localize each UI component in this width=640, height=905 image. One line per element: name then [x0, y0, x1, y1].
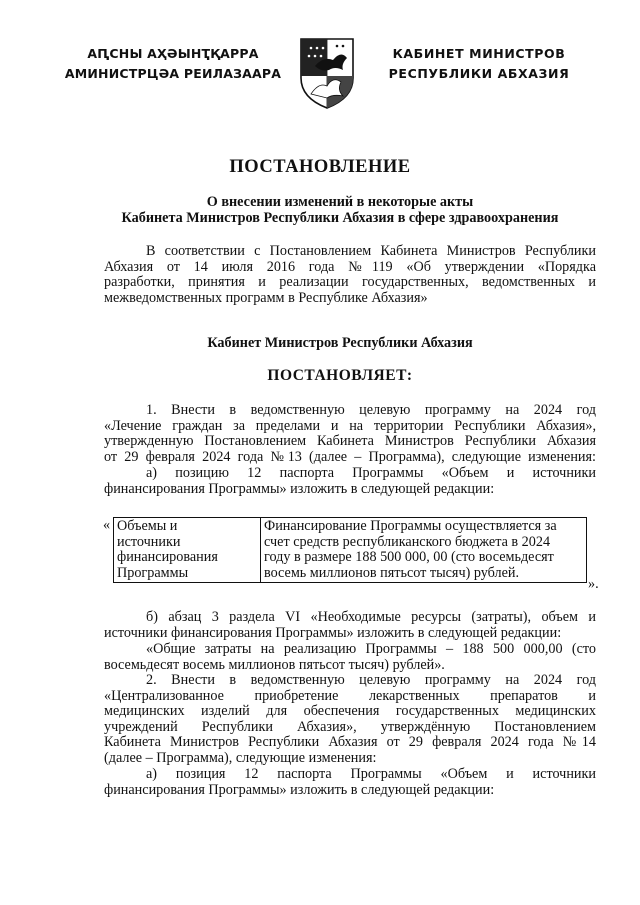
item-1: [104, 403, 596, 465]
header-right-line2: РЕСПУБЛИКИ АБХАЗИЯ: [388, 66, 570, 81]
item-1-line: «Лечение граждан за пределами и на территории Республики Абхазия»,: [104, 417, 596, 434]
item-1b-quote: [104, 642, 596, 673]
item-2: [104, 673, 596, 767]
preamble-line: В соответствии с Постановлением Кабинета Министров Республики: [146, 243, 596, 259]
coat-of-arms-icon: [297, 36, 357, 110]
preamble-line: разработки, принятия и реализации государственных, ведомственных и: [104, 274, 596, 291]
item-2-line: медицинских изделий для обеспечения государственных медицинских: [104, 703, 596, 720]
cell-line: восемь миллионов пятьсот тысяч) рублей.: [264, 564, 520, 581]
cell-line: Объемы и: [117, 518, 178, 534]
item-2-line: 2. Внести в ведомственную целевую программу на 2024 год: [146, 672, 596, 688]
header-left-line1: АԤСНЫ АҲӘЫНҬҚАРРА: [87, 46, 259, 61]
item-1b-line: б) абзац 3 раздела VI «Необходимые ресурсы (затраты), объем и: [146, 609, 596, 625]
item-1b-quote-line: восемьдесят восемь миллионов пятьсот тысяч) рублей».: [104, 656, 445, 673]
header-left-line2: АМИНИСТРЦӘА РЕИЛАЗААРА: [64, 66, 282, 81]
cell-line: Финансирование Программы осуществляется за: [264, 518, 557, 534]
item-1a-line: а) позицию 12 паспорта Программы «Объем и источники: [146, 465, 596, 481]
item-2-line: (далее – Программа), следующие изменения:: [104, 749, 377, 766]
table-cell-label: [114, 518, 261, 583]
document-title: ПОСТАНОВЛЕНИЕ: [229, 157, 411, 177]
table-open-quote: «: [103, 517, 111, 533]
item-2-line: учреждений Республики Абхазия», утверждённую Постановлением: [104, 718, 596, 735]
item-1b-line: источники финансирования Программы» изложить в следующей редакции:: [104, 624, 562, 641]
subtitle-line2: Кабинета Министров Республики Абхазия в сфере здравоохранения: [121, 210, 559, 226]
item-2a-line: финансирования Программы» изложить в следующей редакции:: [104, 781, 495, 798]
preamble: [104, 244, 596, 306]
cell-line: источники: [117, 533, 181, 550]
financing-table: [113, 517, 587, 583]
item-2a-line: а) позиция 12 паспорта Программы «Объем и источники: [146, 766, 596, 782]
cell-line: Программы: [117, 564, 189, 581]
document-subtitle: [80, 194, 600, 226]
item-2a: [104, 767, 596, 798]
cell-line: году в размере 188 500 000, 00 (сто восемьдесят: [264, 549, 554, 566]
header-right-line1: КАБИНЕТ МИНИСТРОВ: [392, 46, 566, 61]
header-russian-name: [368, 44, 590, 84]
item-1-line: утвержденную Постановлением Кабинета Министров Республики Абхазия: [104, 433, 596, 450]
header-abkhaz-name: [58, 44, 288, 84]
preamble-line: Абхазия от 14 июля 2016 года №119 «Об утверждении «Порядка: [104, 258, 596, 275]
item-2-line: «Централизованное приобретение лекарственных препаратов и: [104, 687, 596, 704]
item-1-line: от 29 февраля 2024 года №13 (далее – Программа), следующие изменения:: [104, 448, 596, 465]
table-row: [114, 518, 587, 583]
resolves-heading: ПОСТАНОВЛЯЕТ:: [267, 367, 413, 384]
item-1a: [104, 466, 596, 497]
item-1b-quote-line: «Общие затраты на реализацию Программы – 188 500 000,00 (сто: [146, 641, 596, 657]
item-2-line: Кабинета Министров Республики Абхазия от 29 февраля 2024 года №14: [104, 734, 596, 751]
item-1-line: 1. Внести в ведомственную целевую программу на 2024 год: [146, 402, 596, 418]
item-1a-line: финансирования Программы» изложить в следующей редакции:: [104, 480, 495, 497]
item-1b: [104, 610, 596, 641]
preamble-line: межведомственных программ в Республике Абхазия»: [104, 289, 428, 306]
cell-line: финансирования: [117, 549, 218, 566]
table-close-quote: ».: [588, 576, 599, 592]
table-cell-value: [261, 518, 587, 583]
cell-line: счет средств республиканского бюджета в 2024: [264, 533, 551, 550]
authority-name: Кабинет Министров Республики Абхазия: [207, 335, 473, 351]
subtitle-line1: О внесении изменений в некоторые акты: [206, 194, 474, 210]
